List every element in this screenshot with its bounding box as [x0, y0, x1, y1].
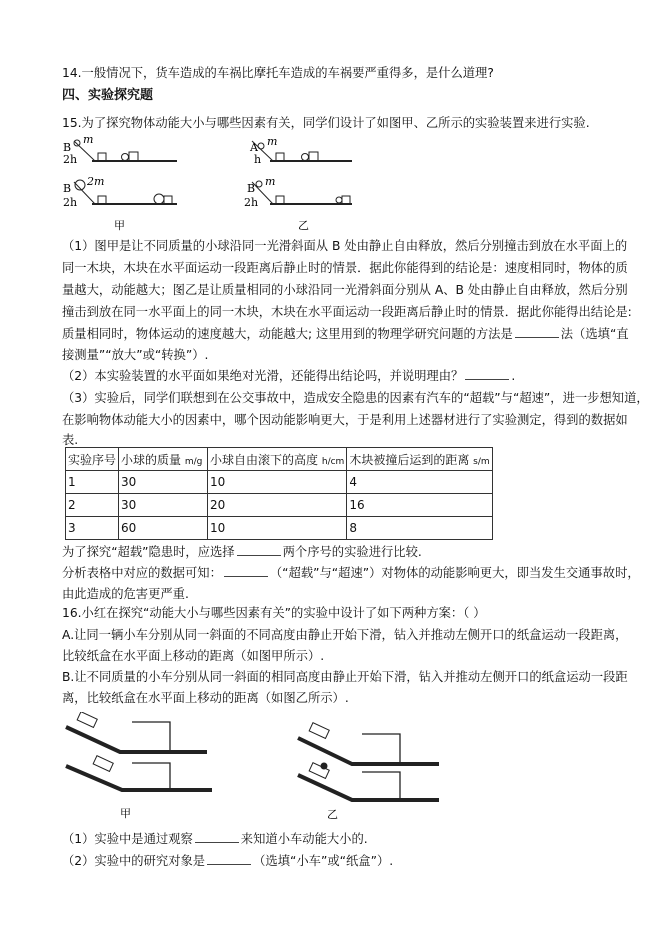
table-row [66, 494, 493, 517]
answer-blank[interactable] [237, 544, 281, 556]
cell: 30 [119, 494, 208, 517]
table-row [66, 471, 493, 494]
text: 为了探究“超载”隐患时，应选择 [62, 545, 235, 559]
section-heading: 四、实验探究题 [62, 88, 154, 103]
text: （选填“小车”或“纸盒”）. [253, 854, 394, 868]
label-2h: 2h [244, 196, 259, 209]
cell: 8 [347, 517, 492, 540]
q15-part3-line: 在影响物体动能大小的因素中，哪个因动能影响更大，于是利用上述器材进行了实验测定，得到的数据如 [62, 413, 628, 427]
text: （1）实验中是通过观察 [62, 832, 193, 846]
q15-part1-line: 量越大，动能越大；图乙是让质量相同的小球沿同一光滑斜面分别从 A、B 处由静止自由释放，然后分别 [62, 283, 628, 297]
cell: 30 [119, 471, 208, 494]
option-b-line: 离，比较纸盒在水平面上移动的距离（如图乙所示）. [62, 691, 349, 705]
q15-part1-line: 同一木块，木块在水平面运动一段距离后静止时的情景．据此你能得到的结论是：速度相同时，物体的质 [62, 261, 628, 275]
option-a-line: A.让同一辆小车分别从同一斜面的不同高度由静止开始下滑，钻入并推动左侧开口的纸盒运动一段距离， [62, 628, 628, 642]
text: 分析表格中对应的数据可知： [62, 566, 222, 580]
header-cell: 小球的质量 [121, 452, 182, 467]
label-m: m [83, 137, 94, 146]
text: （2）本实验装置的水平面如果绝对光滑，还能得出结论吗，并说明理由？ [62, 369, 464, 383]
header-unit: m/g [184, 456, 203, 467]
answer-blank[interactable] [195, 831, 239, 843]
header-cell: 实验序号 [68, 452, 117, 467]
q16-part1 [62, 831, 607, 847]
answer-blank[interactable] [515, 326, 559, 338]
q15-part1-line: 撞击到放在同一水平面上的同一木块，木块在水平面运动一段距离后静止时的情景．据此你能得出结论是: [62, 305, 632, 319]
label-2m: 2m [87, 175, 105, 188]
text: （“超载”与“超速”）对物体的动能影响更大，即当发生交通事故时， [269, 566, 640, 580]
table-row [66, 517, 493, 540]
cell: 3 [66, 517, 119, 540]
option-b-line: B.让不同质量的小车分别从同一斜面的相同高度由静止开始下滑，钻入并推动左侧开口的纸盒运动一段距 [62, 670, 628, 684]
q15-part2 [62, 368, 607, 384]
label-A: A [250, 141, 258, 154]
cell: 2 [66, 494, 119, 517]
label-2h: 2h [63, 153, 78, 166]
text: 法（选填“直 [560, 327, 629, 341]
q15-analysis-question [62, 565, 640, 581]
q15-analysis-line: 由此造成的危害更严重. [62, 587, 189, 601]
label-m: m [267, 137, 278, 148]
data-table [65, 447, 493, 540]
figure-16-cart-box [62, 712, 542, 822]
caption-yi: 乙 [298, 219, 309, 232]
cell: 20 [208, 494, 347, 517]
q15-part1-line: 接测量”“放大”或“转换”）. [62, 348, 209, 362]
text: 两个序号的实验进行比较. [282, 545, 422, 559]
figure-15-ball-ramp [62, 137, 362, 232]
label-h: h [254, 153, 262, 166]
cell: 4 [347, 471, 492, 494]
caption-jia: 甲 [114, 219, 125, 232]
answer-blank[interactable] [224, 565, 268, 577]
label-2h: 2h [63, 196, 78, 209]
text: 来知道小车动能大小的. [240, 832, 368, 846]
cell: 16 [347, 494, 492, 517]
q15-part1-line [62, 326, 629, 342]
header-cell: 小球自由滚下的高度 [210, 452, 319, 467]
cell: 10 [208, 471, 347, 494]
text: . [511, 369, 516, 383]
q16-part2 [62, 853, 607, 869]
q15-overload-question [62, 544, 607, 560]
text: （2）实验中的研究对象是 [62, 854, 206, 868]
header-cell: 木块被撞后运到的距离 [349, 452, 470, 467]
caption-yi: 乙 [327, 808, 338, 821]
label-B: B [247, 182, 256, 195]
q15-part3-line: （3）实验后，同学们联想到在公交事故中，造成安全隐患的因素有汽车的“超载”与“超速”，进一步想知道， [62, 391, 649, 405]
caption-jia: 甲 [120, 807, 131, 820]
cell: 10 [208, 517, 347, 540]
label-m: m [265, 175, 276, 188]
question-16-stem: 16.小红在探究“动能大小与哪些因素有关”的实验中设计了如下两种方案：（ ） [62, 606, 486, 620]
cell: 60 [119, 517, 208, 540]
text: 质量相同时，物体运动的速度越大，动能越大; 这里用到的物理学研究问题的方法是 [62, 327, 513, 341]
answer-blank[interactable] [207, 853, 251, 865]
table-header-row [66, 448, 493, 471]
header-unit: h/cm [321, 456, 345, 467]
question-14: 14.一般情况下，货车造成的车祸比摩托车造成的车祸要严重得多，是什么道理? [62, 66, 494, 80]
option-a-line: 比较纸盒在水平面上移动的距离（如图甲所示）. [62, 649, 325, 663]
header-unit: s/m [473, 456, 490, 467]
q15-part1-line: （1）图甲是让不同质量的小球沿同一光滑斜面从 B 处由静止自由释放，然后分别撞击到放在水平面上的 [62, 239, 628, 253]
label-B: B [63, 182, 72, 195]
answer-blank[interactable] [465, 368, 509, 380]
question-15-stem: 15.为了探究物体动能大小与哪些因素有关，同学们设计了如图甲、乙所示的实验装置来进行实验. [62, 116, 590, 130]
label-B: B [63, 141, 72, 154]
q15-part3-line: 表. [62, 433, 79, 447]
cell: 1 [66, 471, 119, 494]
